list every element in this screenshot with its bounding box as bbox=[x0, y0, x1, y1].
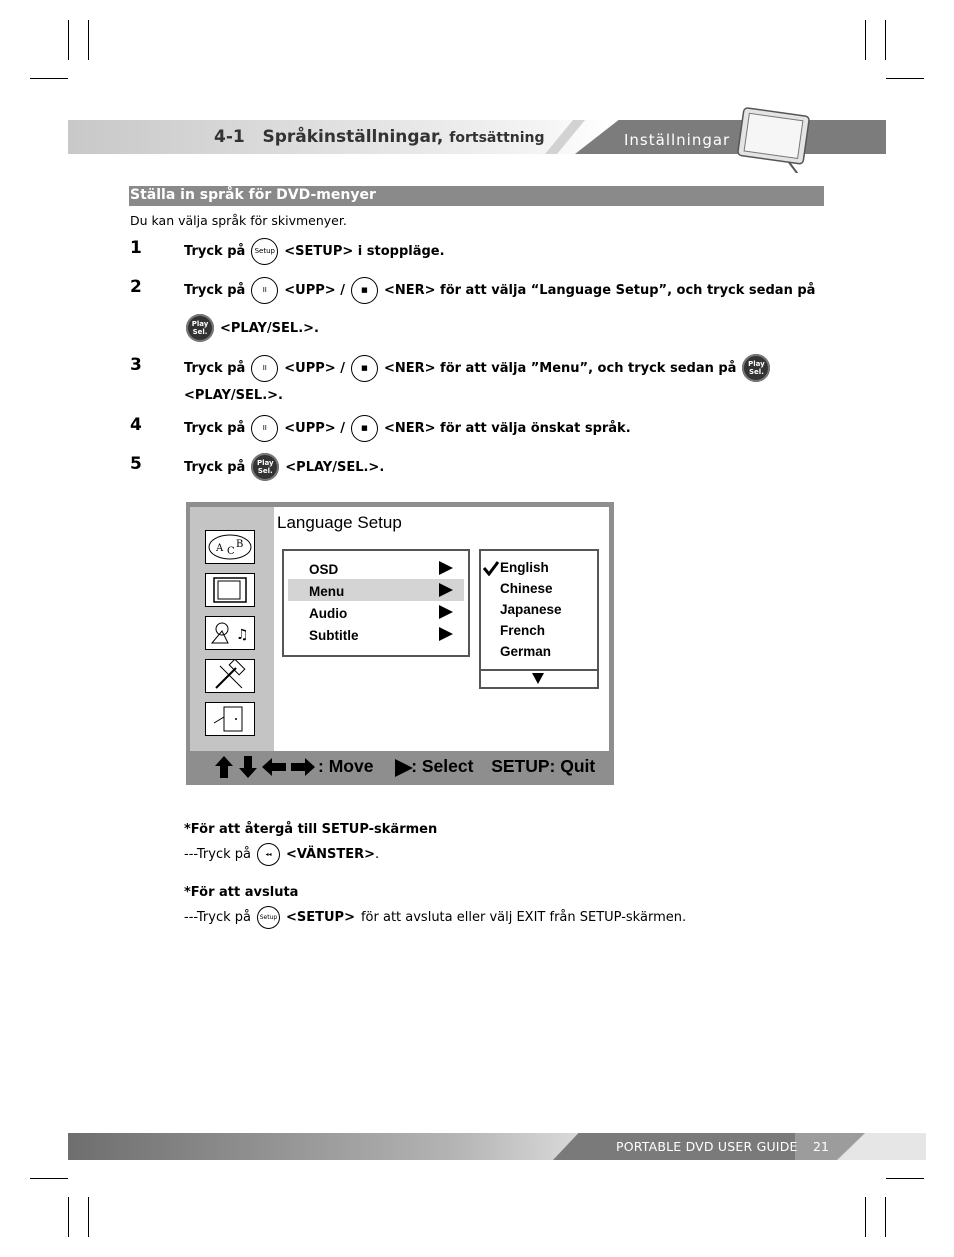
section-title-text: Språkinställningar, bbox=[262, 127, 444, 147]
note-text: . bbox=[375, 847, 380, 862]
crop-mark bbox=[886, 1178, 924, 1179]
note-key: <SETUP> bbox=[285, 910, 355, 925]
step-line bbox=[184, 452, 384, 482]
submenu-arrow-icon bbox=[439, 605, 453, 619]
tv-icon bbox=[205, 573, 255, 607]
step-number: 4 bbox=[130, 415, 142, 435]
subsection-title: Ställa in språk för DVD-menyer bbox=[130, 187, 376, 203]
language-option-japanese[interactable]: Japanese bbox=[500, 602, 562, 617]
step-line bbox=[184, 413, 631, 443]
step-text: Tryck på bbox=[184, 420, 246, 436]
step-line bbox=[184, 236, 445, 266]
setup-button-icon: Setup bbox=[251, 238, 278, 265]
play-sel-button-icon: Play Sel. bbox=[251, 453, 279, 481]
step-number: 2 bbox=[130, 277, 142, 297]
crop-mark bbox=[885, 1197, 886, 1237]
language-option-german[interactable]: German bbox=[500, 644, 552, 659]
step-number: 5 bbox=[130, 454, 142, 474]
language-option-chinese[interactable]: Chinese bbox=[500, 581, 553, 596]
screen-footer bbox=[318, 756, 595, 777]
step-text: Tryck på bbox=[184, 360, 246, 376]
step-text: <PLAY/SEL.>. bbox=[220, 320, 319, 336]
svg-text:♫: ♫ bbox=[236, 627, 249, 643]
note-text: ---Tryck på bbox=[184, 910, 251, 925]
step-text: <NER> för att välja “Language Setup”, och tryck sedan på bbox=[383, 282, 816, 298]
menu-item-osd[interactable]: OSD bbox=[309, 562, 339, 577]
note-text: ---Tryck på bbox=[184, 847, 251, 862]
step-text: Tryck på bbox=[184, 282, 246, 298]
language-setup-title: Language Setup bbox=[277, 513, 402, 532]
crop-mark bbox=[68, 1197, 69, 1237]
step-text: <PLAY/SEL.>. bbox=[184, 387, 283, 403]
menu-item-menu[interactable]: Menu bbox=[309, 584, 345, 599]
submenu-arrow-icon bbox=[439, 583, 453, 597]
step-line bbox=[184, 380, 283, 410]
step-text: Tryck på bbox=[184, 243, 246, 259]
language-option-english[interactable]: English bbox=[500, 560, 549, 575]
play-sel-button-icon: Play Sel. bbox=[186, 314, 214, 342]
step-line bbox=[184, 275, 815, 305]
down-button-icon: ■ bbox=[351, 355, 378, 382]
step-text: <UPP> / bbox=[284, 282, 345, 298]
up-button-icon: II bbox=[251, 415, 278, 442]
up-button-icon: II bbox=[251, 355, 278, 382]
svg-text:A: A bbox=[216, 543, 224, 554]
crop-mark bbox=[88, 1197, 89, 1237]
scroll-down-arrow-icon[interactable] bbox=[532, 673, 544, 684]
footer-quit-label: SETUP: Quit bbox=[491, 756, 596, 776]
checkmark-icon bbox=[482, 560, 500, 576]
abc-icon bbox=[205, 530, 255, 564]
portable-dvd-player-icon bbox=[722, 105, 812, 173]
step-text: <NER> för att välja önskat språk. bbox=[383, 420, 631, 436]
crop-mark bbox=[865, 1197, 866, 1237]
step-line bbox=[186, 313, 319, 343]
step-text: <PLAY/SEL.>. bbox=[285, 459, 385, 475]
setup-button-icon: Setup bbox=[257, 906, 280, 929]
svg-text:C: C bbox=[227, 546, 235, 557]
menu-item-subtitle[interactable]: Subtitle bbox=[309, 628, 359, 643]
exit-note-heading: *För att avsluta bbox=[184, 885, 299, 900]
tools-icon bbox=[205, 659, 255, 693]
step-text: Tryck på bbox=[184, 459, 246, 475]
note-key: <VÄNSTER> bbox=[285, 847, 376, 862]
crop-mark bbox=[865, 20, 866, 60]
crop-mark bbox=[886, 78, 924, 79]
up-button-icon: II bbox=[251, 277, 278, 304]
section-title bbox=[214, 127, 545, 147]
crop-mark bbox=[88, 20, 89, 60]
return-note-heading: *För att återgå till SETUP-skärmen bbox=[184, 822, 438, 837]
step-text: <SETUP> i stoppläge. bbox=[284, 243, 445, 259]
footer-move-label: : Move bbox=[318, 756, 374, 776]
step-number: 1 bbox=[130, 238, 142, 258]
svg-text:B: B bbox=[236, 539, 244, 550]
step-text: <NER> för att välja ”Menu”, och tryck sedan på bbox=[383, 360, 737, 376]
intro-text: Du kan välja språk för skivmenyer. bbox=[130, 213, 347, 228]
submenu-arrow-icon bbox=[439, 561, 453, 575]
audio-icon bbox=[205, 616, 255, 650]
language-option-french[interactable]: French bbox=[500, 623, 546, 638]
navigation-arrows-icon bbox=[214, 754, 318, 780]
section-number: 4-1 bbox=[214, 127, 245, 147]
step-line bbox=[184, 353, 770, 383]
step-text: <UPP> / bbox=[284, 420, 345, 436]
return-note-line bbox=[184, 843, 379, 866]
step-text: <UPP> / bbox=[284, 360, 345, 376]
exit-note-line bbox=[184, 906, 686, 929]
play-sel-button-icon: Play Sel. bbox=[742, 354, 770, 382]
down-button-icon: ■ bbox=[351, 415, 378, 442]
chapter-label: Inställningar bbox=[624, 131, 731, 149]
step-number: 3 bbox=[130, 355, 142, 375]
section-subtitle: fortsättning bbox=[449, 130, 545, 146]
crop-mark bbox=[30, 1178, 68, 1179]
page-number: 21 bbox=[813, 1139, 829, 1154]
menu-item-audio[interactable]: Audio bbox=[309, 606, 348, 621]
crop-mark bbox=[30, 78, 68, 79]
exit-icon bbox=[205, 702, 255, 736]
down-button-icon: ■ bbox=[351, 277, 378, 304]
crop-mark bbox=[885, 20, 886, 60]
note-text: för att avsluta eller välj EXIT från SETUP-skärmen. bbox=[360, 910, 687, 925]
language-list-divider bbox=[479, 669, 599, 671]
submenu-arrow-icon bbox=[439, 627, 453, 641]
left-button-icon: ◂◂ bbox=[257, 843, 280, 866]
footer-select-label: : Select bbox=[411, 756, 474, 776]
footer-guide-title: PORTABLE DVD USER GUIDE bbox=[616, 1139, 798, 1154]
crop-mark bbox=[68, 20, 69, 60]
